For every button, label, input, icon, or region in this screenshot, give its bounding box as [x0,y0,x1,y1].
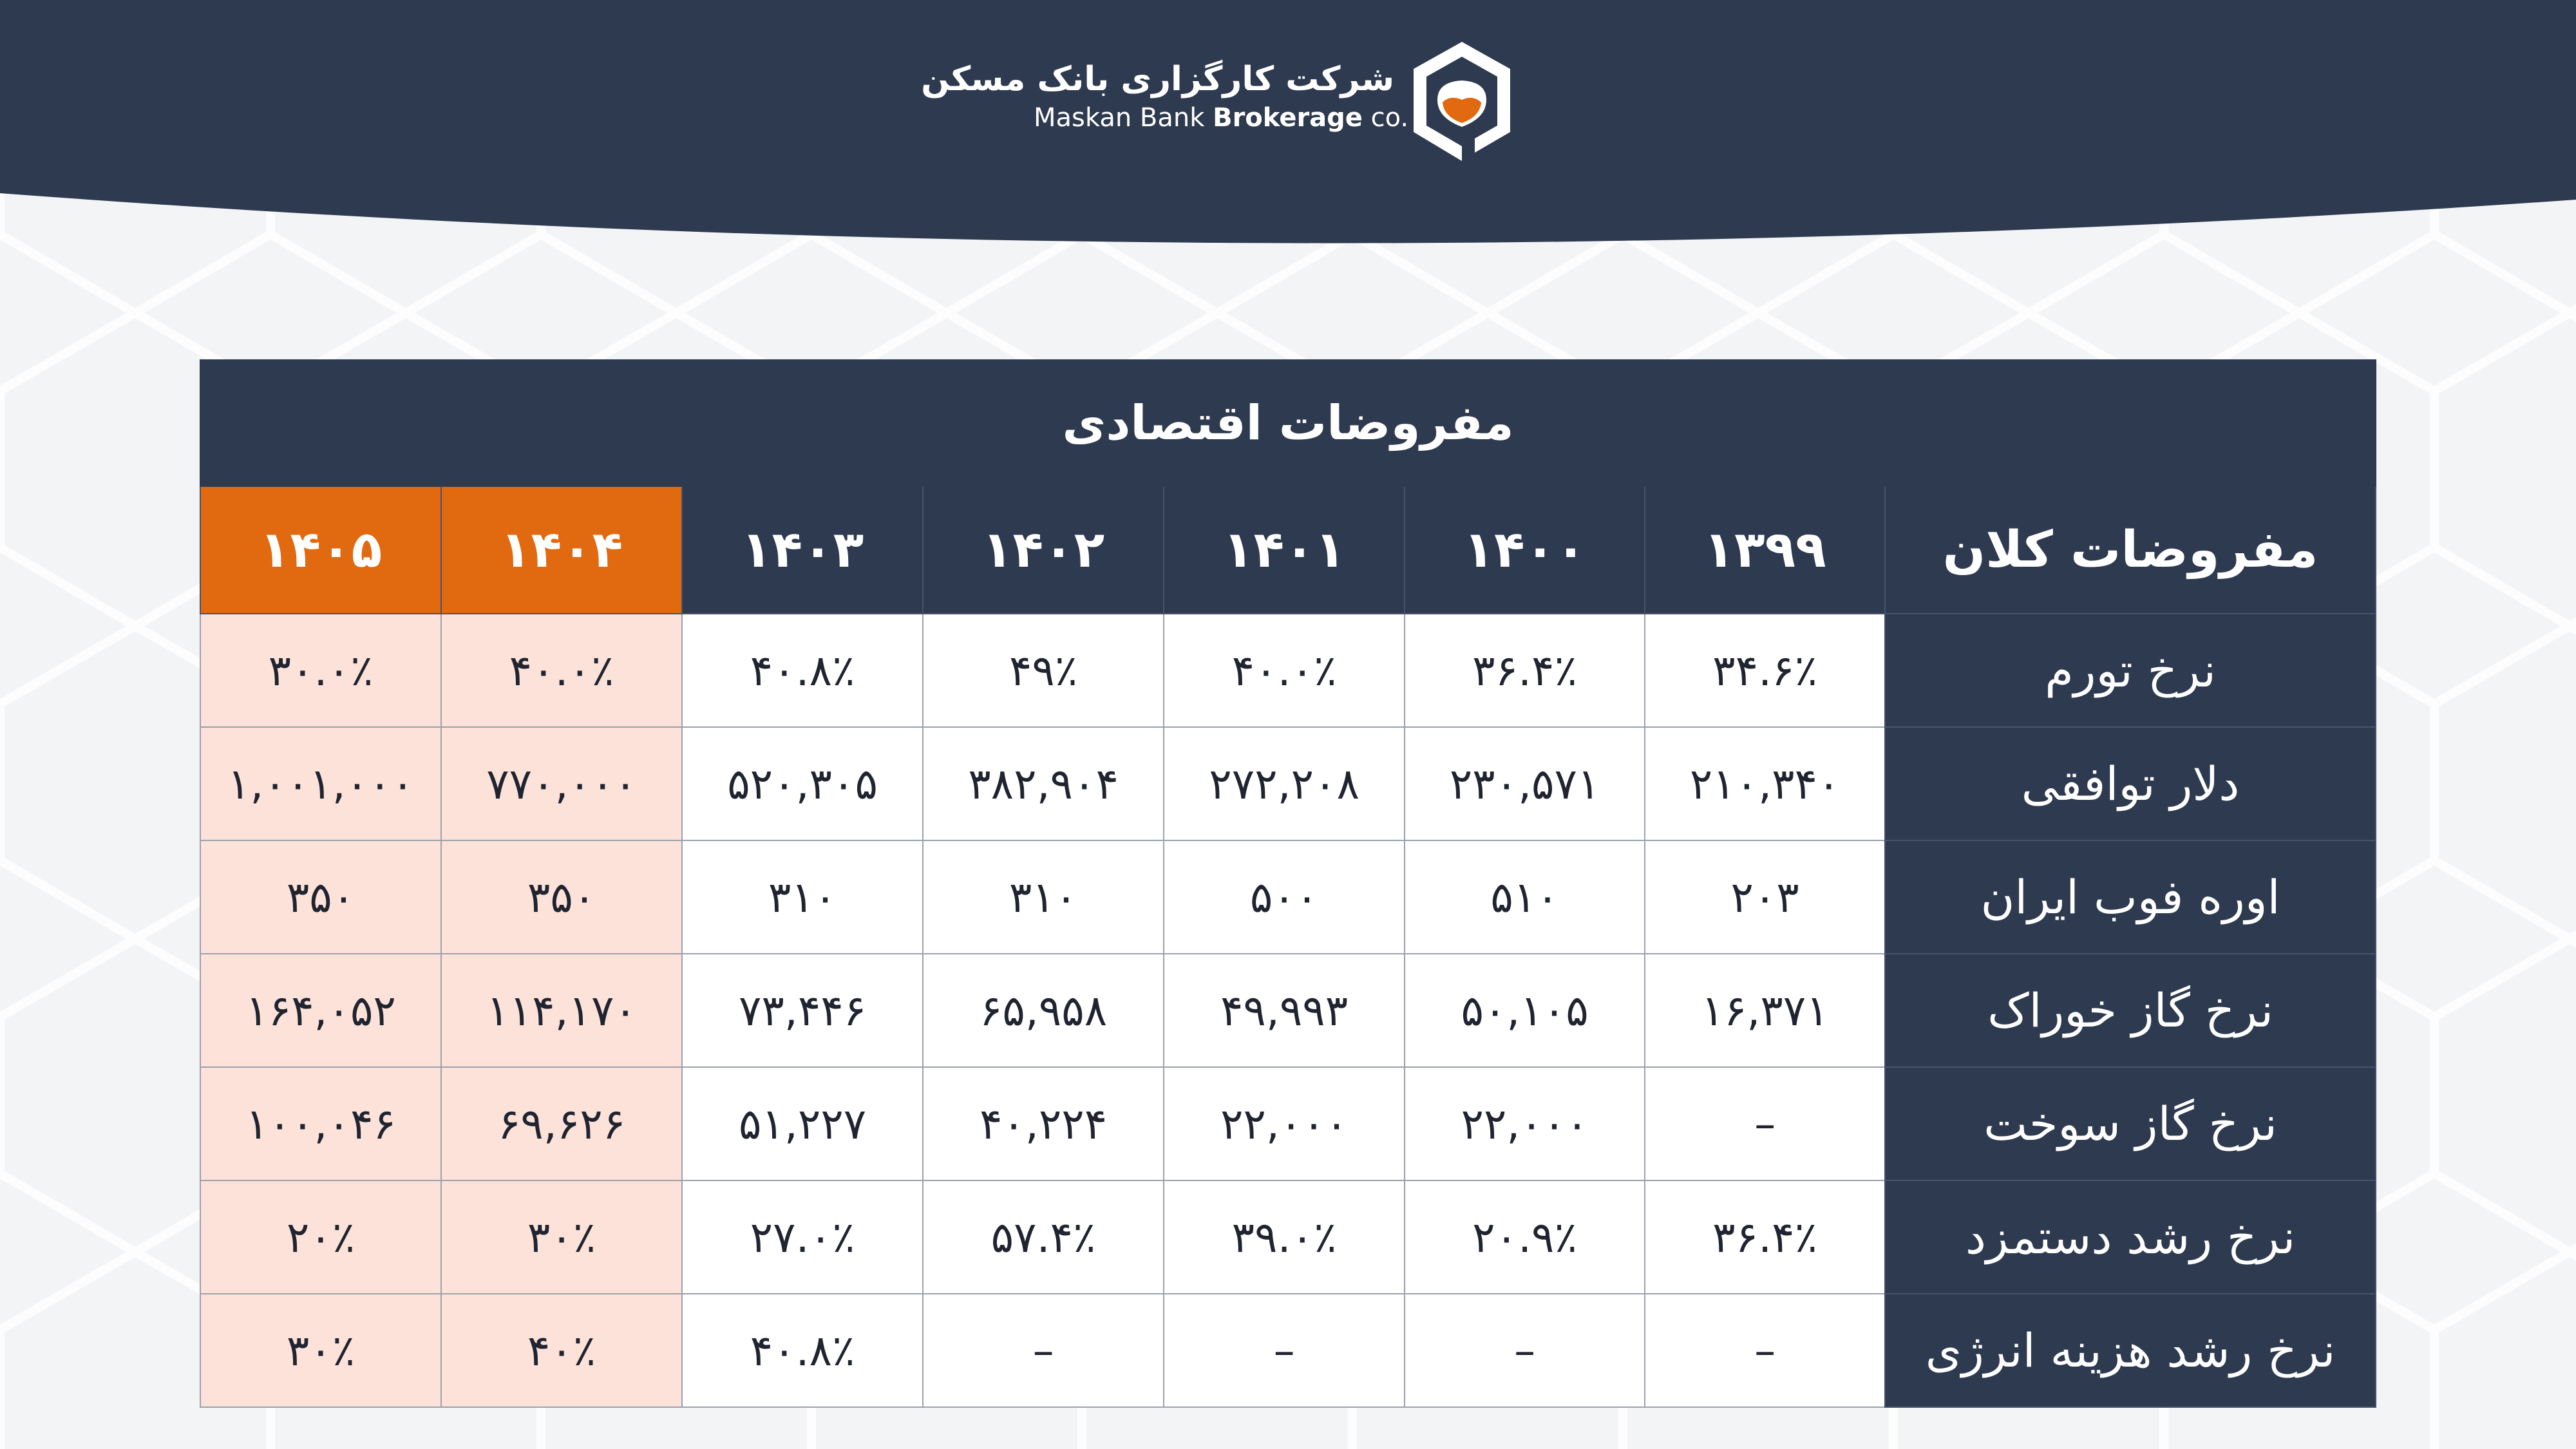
table-cell-highlighted: ۲۰٪ [200,1180,441,1294]
maskan-logo-icon [1404,35,1520,164]
column-header-1404: ۱۴۰۴ [441,486,682,614]
table-cell: ۲۳۰,۵۷۱ [1405,727,1645,840]
table-row [200,840,2376,954]
table-row [200,1294,2376,1407]
table-cell: ۳۶.۴٪ [1645,1180,1885,1294]
table-cell: ۷۳,۴۴۶ [682,954,923,1067]
table-row [200,1180,2376,1294]
table-cell: ۴۹٪ [923,614,1164,727]
table-cell: ۲۷.۰٪ [682,1180,923,1294]
table-cell-highlighted: ۳۰.۰٪ [200,614,441,727]
company-name-english-bold: Brokerage [1213,103,1363,133]
table-cell: ۳۴.۶٪ [1645,614,1885,727]
table-cell-highlighted: ۳۰٪ [200,1294,441,1407]
table-cell-highlighted: ۳۵۰ [200,840,441,954]
column-header-1399: ۱۳۹۹ [1645,486,1885,614]
table-cell-highlighted: ۱۰۰,۰۴۶ [200,1067,441,1180]
row-label: نرخ رشد دستمزد [1885,1180,2376,1294]
table-cell: ۳۶.۴٪ [1405,614,1645,727]
table-cell: ۲۷۲,۲۰۸ [1164,727,1405,840]
row-label: نرخ تورم [1885,614,2376,727]
company-name-persian: شرکت کارگزاری بانک مسکن [921,60,1394,99]
table-cell: ۵۰۰ [1164,840,1405,954]
table-cell: ۴۰.۸٪ [682,1294,923,1407]
row-label: نرخ گاز سوخت [1885,1067,2376,1180]
column-header-macro-assumptions: مفروضات کلان [1885,486,2376,614]
table-cell: ۲۱۰,۳۴۰ [1645,727,1885,840]
table-cell: – [1164,1294,1405,1407]
table-cell: ۵۲۰,۳۰۵ [682,727,923,840]
table-cell: ۶۵,۹۵۸ [923,954,1164,1067]
table-cell: ۵۱۰ [1405,840,1645,954]
table-cell: ۳۱۰ [682,840,923,954]
table-cell-highlighted: ۶۹,۶۲۶ [441,1067,682,1180]
table-row [200,954,2376,1067]
column-header-1405: ۱۴۰۵ [200,486,441,614]
company-name-english [1034,103,1409,133]
table-cell: ۲۲,۰۰۰ [1164,1067,1405,1180]
table-cell-highlighted: ۷۷۰,۰۰۰ [441,727,682,840]
column-header-1403: ۱۴۰۳ [682,486,923,614]
table-cell: – [923,1294,1164,1407]
table-cell-highlighted: ۳۰٪ [441,1180,682,1294]
table-cell-highlighted: ۴۰.۰٪ [441,614,682,727]
row-label: اوره فوب ایران [1885,840,2376,954]
table-cell: ۲۰.۹٪ [1405,1180,1645,1294]
economic-assumptions-table [200,359,2375,1401]
table-cell: ۴۰.۰٪ [1164,614,1405,727]
table-cell-highlighted: ۳۵۰ [441,840,682,954]
column-header-1400: ۱۴۰۰ [1405,486,1645,614]
row-label: نرخ رشد هزینه انرژی [1885,1294,2376,1407]
table-cell: ۵۷.۴٪ [923,1180,1164,1294]
table-cell: ۴۰.۸٪ [682,614,923,727]
table-cell-highlighted: ۱۱۴,۱۷۰ [441,954,682,1067]
table-cell: ۳۱۰ [923,840,1164,954]
table-row [200,1067,2376,1180]
column-header-1402: ۱۴۰۲ [923,486,1164,614]
table-row [200,727,2376,840]
row-label: دلار توافقی [1885,727,2376,840]
table-cell: ۳۸۲,۹۰۴ [923,727,1164,840]
table-header-row [200,486,2376,614]
table-cell: – [1645,1067,1885,1180]
row-label: نرخ گاز خوراک [1885,954,2376,1067]
table-cell: ۵۱,۲۲۷ [682,1067,923,1180]
table-cell: ۱۶,۳۷۱ [1645,954,1885,1067]
table-cell-highlighted: ۱۶۴,۰۵۲ [200,954,441,1067]
column-header-1401: ۱۴۰۱ [1164,486,1405,614]
table-cell-highlighted: ۱,۰۰۱,۰۰۰ [200,727,441,840]
table-title: مفروضات اقتصادی [200,360,2376,486]
table-cell: ۳۹.۰٪ [1164,1180,1405,1294]
company-name-english-light: Maskan Bank [1034,103,1205,133]
table-cell: – [1645,1294,1885,1407]
table-cell: ۵۰,۱۰۵ [1405,954,1645,1067]
table-cell-highlighted: ۴۰٪ [441,1294,682,1407]
table-cell: ۴۹,۹۹۳ [1164,954,1405,1067]
table-cell: ۲۰۳ [1645,840,1885,954]
table-cell: ۲۲,۰۰۰ [1405,1067,1645,1180]
table-cell: – [1405,1294,1645,1407]
table-row [200,614,2376,727]
table-cell: ۴۰,۲۲۴ [923,1067,1164,1180]
company-logo [921,35,1520,164]
company-name-english-suffix: co. [1370,103,1409,133]
